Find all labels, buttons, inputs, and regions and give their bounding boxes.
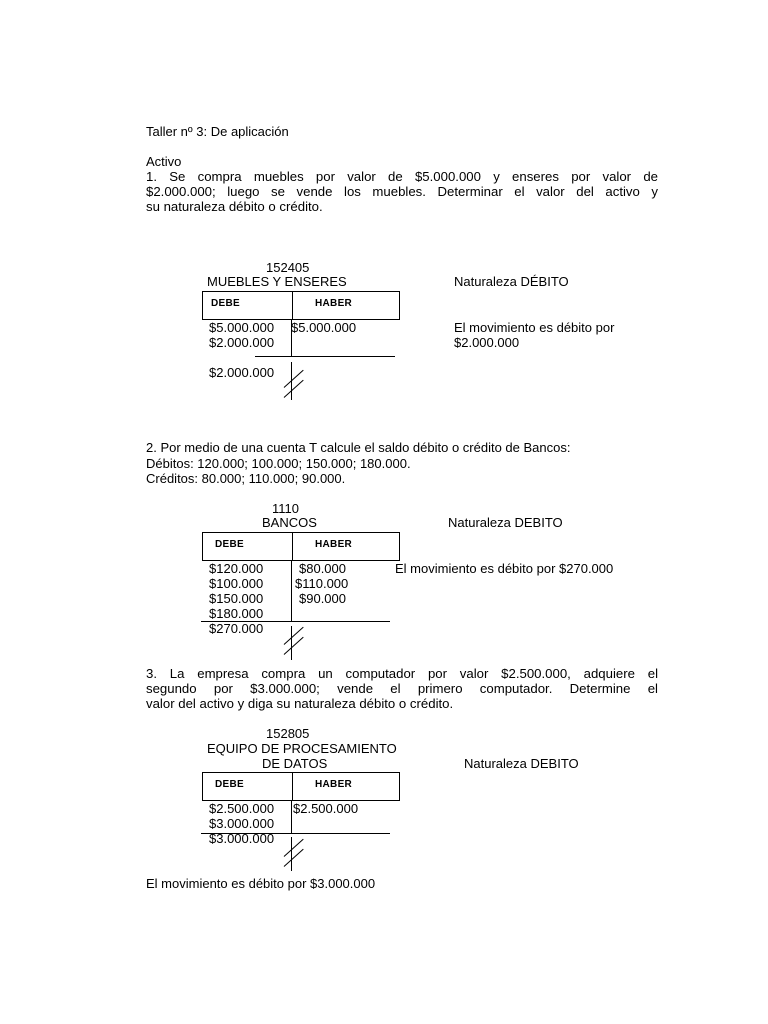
t-account-divider — [292, 533, 293, 560]
account-name: EQUIPO DE PROCESAMIENTO — [207, 741, 397, 756]
account-nature: Naturaleza DEBITO — [464, 756, 579, 771]
debe-entry: $5.000.000 — [209, 320, 275, 335]
closing-stem — [291, 626, 292, 660]
closing-stem — [291, 837, 292, 871]
movement-result: El movimiento es débito por — [454, 320, 615, 335]
account-name: MUEBLES Y ENSERES — [207, 274, 347, 289]
question-1-line: $2.000.000; luego se vende los muebles. Determinar el valor del activo y — [146, 184, 658, 199]
account-total: $270.000 — [209, 621, 264, 636]
account-name-continued: DE DATOS — [262, 756, 328, 771]
t-account-divider — [292, 292, 293, 319]
debe-entry: $2.000.000 — [209, 335, 275, 350]
haber-entry: $80.000 — [299, 561, 346, 576]
document-title: Taller nº 3: De aplicación — [146, 124, 289, 139]
closing-mark — [284, 839, 304, 857]
t-account-header — [202, 772, 400, 801]
haber-entry: $110.000 — [295, 576, 349, 591]
debe-entry: $150.000 — [209, 591, 264, 606]
movement-result-amount: $2.000.000 — [454, 335, 520, 350]
debe-entry: $100.000 — [209, 576, 264, 591]
question-3-line: valor del activo y diga su naturaleza débito o crédito. — [146, 696, 454, 711]
movement-result: El movimiento es débito por $3.000.000 — [146, 876, 376, 891]
haber-label: HABER — [315, 779, 353, 790]
haber-entry: $90.000 — [299, 591, 346, 606]
closing-mark — [284, 637, 304, 655]
debe-label: DEBE — [215, 539, 244, 550]
t-account-divider — [292, 773, 293, 800]
account-code: 152405 — [266, 260, 310, 275]
question-2-line: Débitos: 120.000; 100.000; 150.000; 180.000. — [146, 456, 411, 471]
movement-result: El movimiento es débito por $270.000 — [395, 561, 614, 576]
question-3-text — [146, 666, 658, 711]
account-total: $3.000.000 — [209, 831, 275, 846]
haber-label: HABER — [315, 539, 353, 550]
question-2-line: Créditos: 80.000; 110.000; 90.000. — [146, 471, 346, 486]
t-account-header — [202, 291, 400, 320]
account-name: BANCOS — [262, 515, 317, 530]
question-3-line: segundo por $3.000.000; vende el primero computador. Determine el — [146, 681, 658, 696]
question-1-line: su naturaleza débito o crédito. — [146, 199, 323, 214]
closing-mark — [284, 849, 304, 867]
haber-entry: $2.500.000 — [293, 801, 359, 816]
t-account-header — [202, 532, 400, 561]
debe-entry: $180.000 — [209, 606, 264, 621]
account-code: 1110 — [272, 501, 299, 516]
closing-mark — [284, 380, 304, 398]
debe-entry: $3.000.000 — [209, 816, 275, 831]
account-nature: Naturaleza DEBITO — [448, 515, 563, 530]
closing-mark — [284, 627, 304, 645]
haber-label: HABER — [315, 298, 353, 309]
question-2-line: 2. Por medio de una cuenta T calcule el saldo débito o crédito de Bancos: — [146, 440, 571, 455]
t-account-stem — [291, 801, 292, 833]
section-heading: Activo — [146, 154, 182, 169]
debe-label: DEBE — [211, 298, 240, 309]
total-rule — [255, 356, 395, 357]
question-1-line: 1. Se compra muebles por valor de $5.000.000 y enseres por valor de — [146, 169, 658, 184]
question-1-text — [146, 169, 658, 214]
debe-entry: $120.000 — [209, 561, 264, 576]
haber-entry: $5.000.000 — [291, 320, 357, 335]
closing-mark — [284, 370, 304, 388]
debe-entry: $2.500.000 — [209, 801, 275, 816]
account-code: 152805 — [266, 726, 310, 741]
debe-label: DEBE — [215, 779, 244, 790]
account-nature: Naturaleza DÉBITO — [454, 274, 569, 289]
question-3-line: 3. La empresa compra un computador por valor $2.500.000, adquiere el — [146, 666, 658, 681]
t-account-stem — [291, 561, 292, 621]
account-total: $2.000.000 — [209, 365, 275, 380]
